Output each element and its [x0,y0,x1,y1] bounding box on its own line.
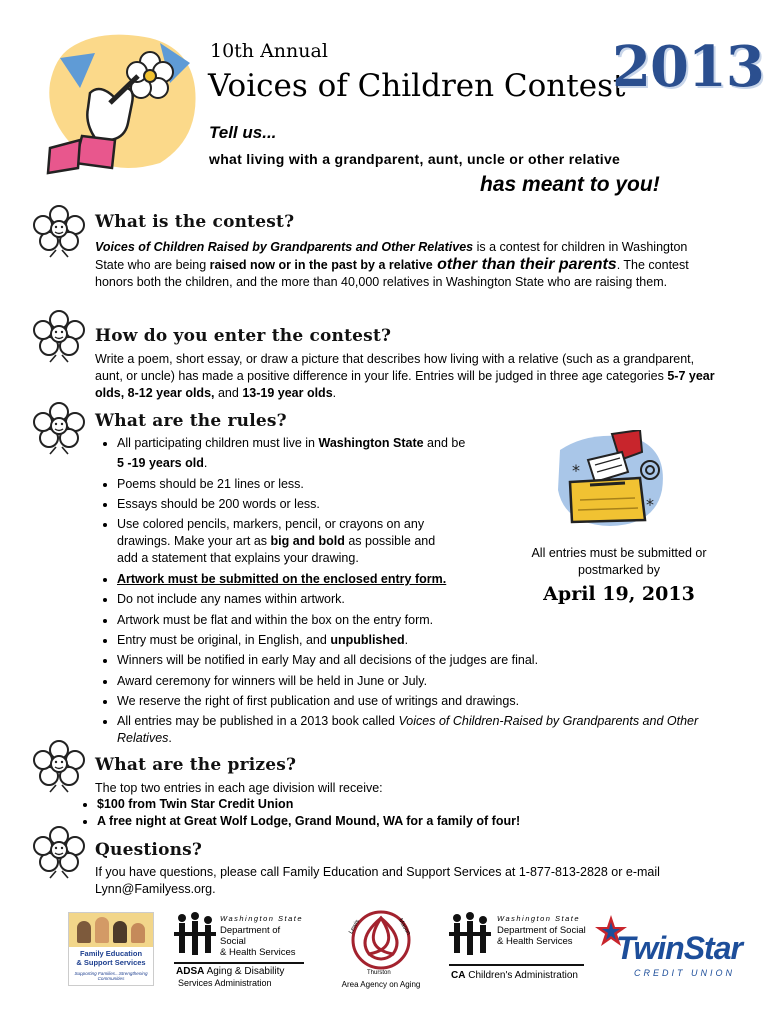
heading-enter: How do you enter the contest? [95,326,392,346]
fess-logo: Family Education & Support Services Supporting Families...Strengthening Communities [68,912,154,986]
list-item: • Artwork must be submitted on the enclosed entry form. [117,569,735,589]
flower-icon [32,205,86,259]
triquetra-icon [349,908,413,972]
dshs-adsa-logo: Washington State Department of Social & Health Services ADSA Aging & Disability Services Administration [176,914,304,988]
contest-description: Voices of Children Raised by Grandparents and Other Relatives is a contest for children in Washington State who are being raised now or in the past by a relative other than their parents. The contest honors both the children, and the more than 40,000 relatives in Washington State who are raising them. [95,240,689,289]
hand-drawing-clipart [40,28,205,178]
prizes-list [75,796,715,830]
svg-text:*: * [646,495,654,514]
area-agency-logo: Lewis Mason Thurston Area Agency on Aging [335,908,427,992]
list-item: • Artwork must be flat and within the box on the entry form. [117,610,735,630]
flower-icon [32,402,86,456]
tell-us-label: Tell us... [209,123,277,142]
dshs-figures-icon [174,912,216,958]
heading-rules: What are the rules? [95,411,287,431]
list-item: • All participating children must live in Washington State and be 5 -19 years old. [117,433,735,474]
list-item: • Award ceremony for winners will be held in June or July. [117,671,735,691]
prizes-intro: The top two entries in each age division will receive: [95,781,383,795]
dshs-ca-logo: Washington State Department of Social & Health Services CA Children's Administration [451,914,586,981]
ballot-box-clipart [550,430,670,530]
enter-description: Write a poem, short essay, or draw a picture that describes how living with a relative (such as a grandparent, aunt, or uncle) has made a positive difference in your life. Entries will be judged in three age categories 5-7 year olds, 8-12 year olds, and 13-19 year olds. [95,352,715,400]
list-item: • Entry must be original, in English, and unpublished. [117,630,735,650]
flower-icon [32,310,86,364]
twinstar-logo: TwinStar CREDIT UNION [594,912,739,990]
flower-icon [32,826,86,880]
page-title: Voices of Children Contest [208,68,626,104]
list-item: • Do not include any names within artwork. [117,589,735,609]
heading-questions: Questions? [95,840,203,860]
list-item: • Winners will be notified in early May and all decisions of the judges are final. [117,650,735,670]
deadline-note: All entries must be submitted or postmarked by [531,546,707,577]
annual-label: 10th Annual [210,40,328,62]
subtitle-meant: has meant to you! [480,173,660,196]
list-item: • $100 from Twin Star Credit Union [97,796,715,813]
svg-text:*: * [572,461,580,480]
list-item: • We reserve the right of first publication and use of writings and drawings. [117,691,735,711]
heading-prizes: What are the prizes? [95,755,297,775]
year-title: 2013 [612,34,764,100]
subtitle-question: what living with a grandparent, aunt, uncle or other relative [209,151,621,167]
list-item: • Essays should be 200 words or less. [117,494,735,514]
list-item: • Use colored pencils, markers, pencil, or crayons on any drawings. Make your art as big and bold as possible and add a statement that explains your drawing. [117,514,457,569]
list-item: • Poems should be 21 lines or less. [117,474,735,494]
heading-contest: What is the contest? [95,212,295,232]
flower-icon [32,740,86,794]
questions-text: If you have questions, please call Family Education and Support Services at 1-877-813-2828 or e-mail Lynn@Familyess.org. [95,865,660,896]
dshs-figures-icon [449,912,491,958]
list-item: • All entries may be published in a 2013 book called Voices of Children-Raised by Grandparents and Other Relatives. [117,711,735,747]
deadline-date: April 19, 2013 [543,583,695,605]
list-item: • A free night at Great Wolf Lodge, Grand Mound, WA for a family of four! [97,813,715,830]
